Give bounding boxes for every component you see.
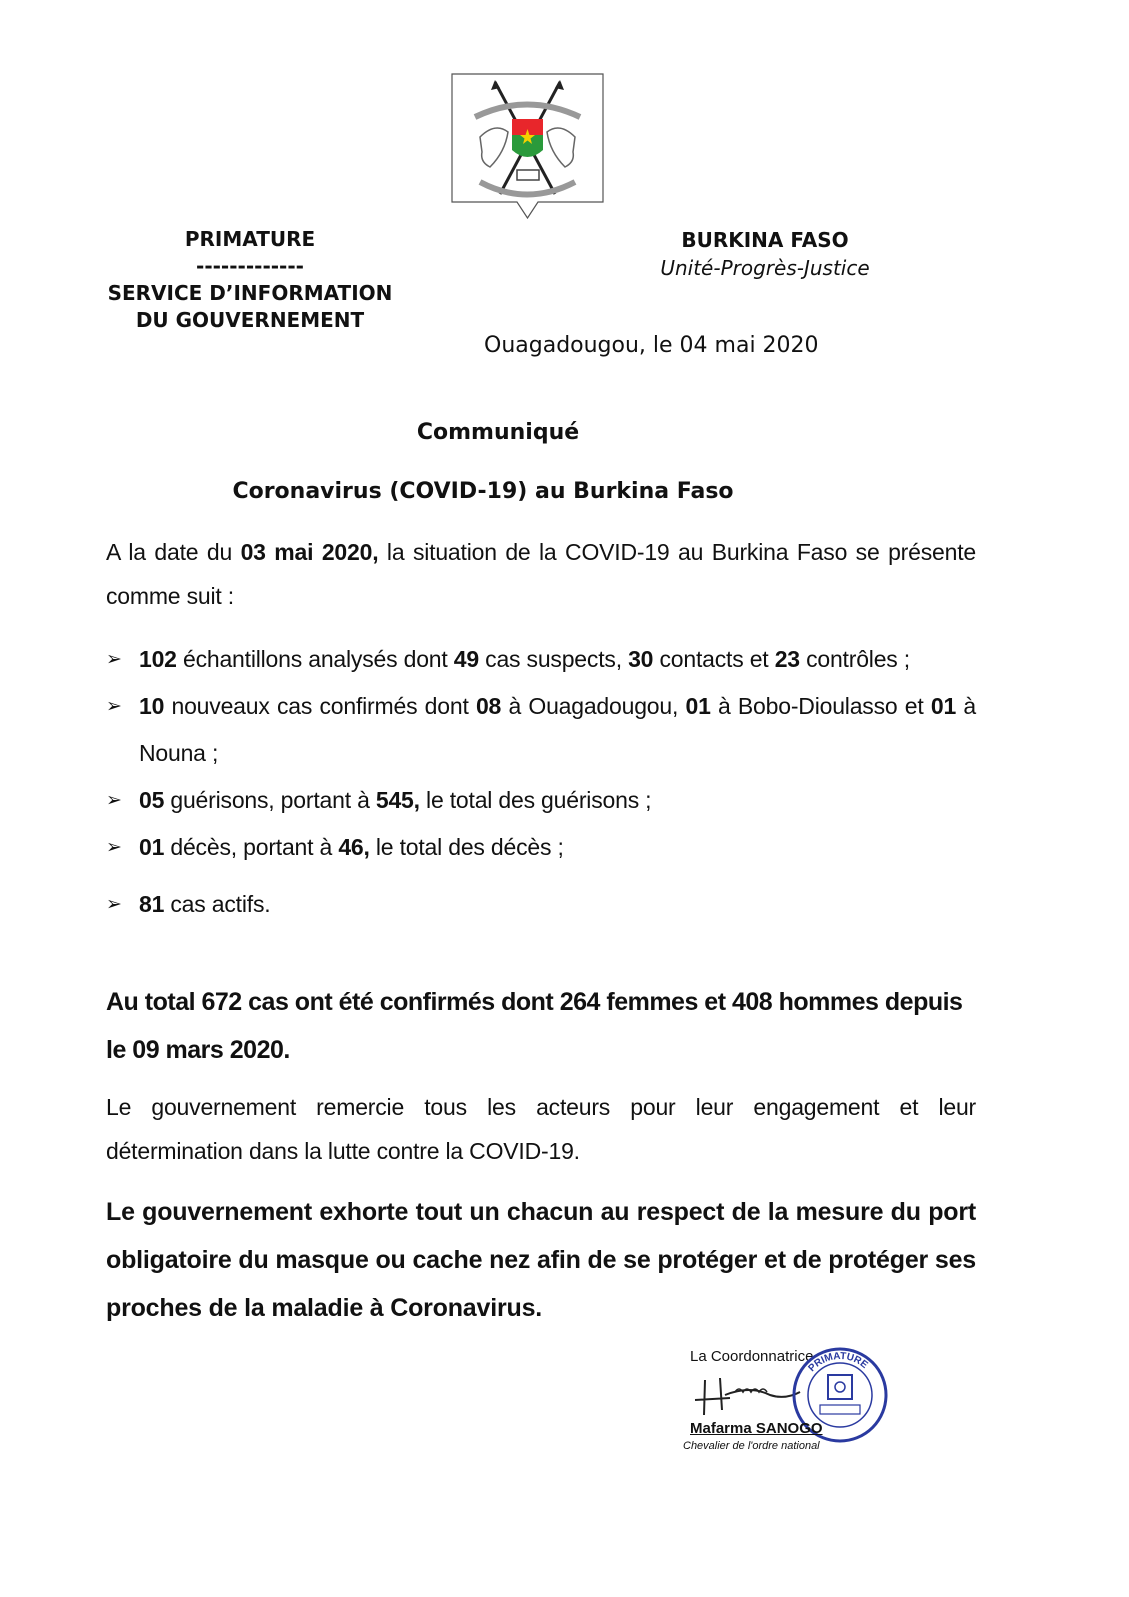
intro-paragraph (106, 530, 976, 618)
text: guérisons, portant à (164, 787, 376, 813)
arrow-bullet-icon: ➢ (106, 790, 122, 811)
list-item-deaths (106, 824, 976, 871)
list-item-new-cases (106, 683, 976, 777)
list-item-samples (106, 636, 976, 683)
list-item-recoveries (106, 777, 976, 824)
new-cases-count: 10 (139, 693, 165, 719)
arrow-bullet-icon: ➢ (106, 837, 122, 858)
thanks-paragraph: Le gouvernement remercie tous les acteurs pour leur engagement et leur détermination dans la lutte contre la COVID-19. (106, 1094, 976, 1164)
controls-count: 23 (774, 646, 800, 672)
burkina-faso-coat-of-arms-icon (450, 72, 605, 220)
national-motto: Unité-Progrès-Justice (660, 256, 870, 280)
text: le total des guérisons ; (419, 787, 652, 813)
text: décès, portant à (164, 834, 339, 860)
text: à Bobo-Dioulasso et (710, 693, 931, 719)
statistics-list (106, 636, 976, 928)
signatory-name: Mafarma SANOGO (690, 1420, 823, 1437)
deaths-count: 01 (139, 834, 165, 860)
text: échantillons analysés dont (176, 646, 454, 672)
bobo-count: 01 (685, 693, 711, 719)
country-block (630, 226, 900, 282)
service-name-line1: SERVICE D’INFORMATION (107, 281, 393, 305)
signatory-title: La Coordonnatrice (690, 1348, 814, 1365)
text: contrôles ; (799, 646, 910, 672)
signatory-distinction: Chevalier de l'ordre national (683, 1440, 820, 1452)
nouna-count: 01 (930, 693, 957, 719)
active-cases-count: 81 (139, 891, 165, 917)
separator-line: ------------- (196, 254, 304, 278)
service-name-line2: DU GOUVERNEMENT (135, 308, 365, 332)
intro-suffix: la situation de la COVID-19 au Burkina Faso se présente comme suit : (106, 539, 976, 609)
report-date: 03 mai 2020, (240, 539, 379, 565)
text: contacts et (653, 646, 775, 672)
text: cas suspects, (478, 646, 629, 672)
issuer-block (95, 226, 405, 334)
text: nouveaux cas confirmés dont (164, 693, 476, 719)
recoveries-count: 05 (139, 787, 165, 813)
svg-text:PRIMATURE: PRIMATURE (806, 1350, 870, 1375)
exhortation-paragraph: Le gouvernement exhorte tout un chacun au respect de la mesure du port obligatoire du masque ou cache nez afin de se protéger et de protéger ses proches de la maladie à Coronavirus. (106, 1198, 976, 1322)
intro-prefix: A la date du (106, 539, 241, 565)
total-deaths: 46, (338, 834, 370, 860)
place-date: Ouagadougou, le 04 mai 2020 (484, 333, 819, 358)
text: cas actifs. (164, 891, 271, 917)
suspects-count: 49 (453, 646, 479, 672)
country-name: BURKINA FASO (681, 228, 849, 252)
ouagadougou-count: 08 (475, 693, 502, 719)
text: le total des décès ; (369, 834, 564, 860)
samples-count: 102 (139, 646, 177, 672)
list-item-active (106, 881, 976, 928)
arrow-bullet-icon: ➢ (106, 696, 122, 717)
total-statement: Au total 672 cas ont été confirmés dont 264 femmes et 408 hommes depuis le 09 mars 2020. (106, 988, 963, 1064)
total-recoveries: 545, (375, 787, 420, 813)
arrow-bullet-icon: ➢ (106, 649, 122, 670)
institution-name: PRIMATURE (184, 227, 316, 251)
document-subtitle: Coronavirus (COVID-19) au Burkina Faso (232, 479, 734, 504)
arrow-bullet-icon: ➢ (106, 894, 122, 915)
coat-of-arms-emblem (450, 72, 605, 220)
contacts-count: 30 (628, 646, 654, 672)
text: à Ouagadougou, (501, 693, 686, 719)
document-title: Communiqué (416, 420, 580, 445)
text: à Nouna ; (139, 693, 976, 766)
